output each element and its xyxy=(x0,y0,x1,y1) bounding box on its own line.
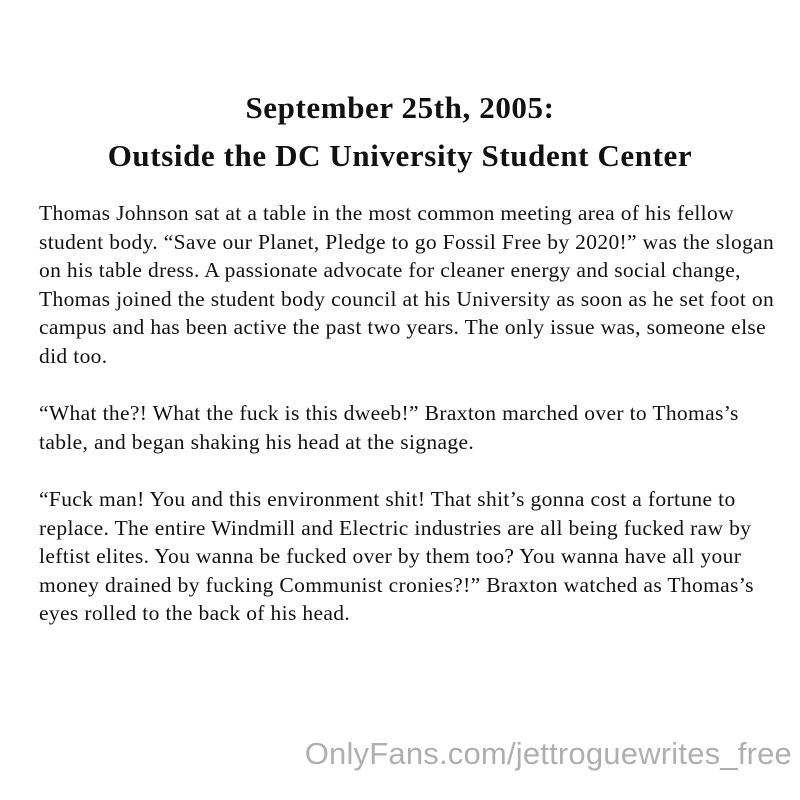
watermark-text: OnlyFans.com/jettroguewrites_free xyxy=(304,736,792,771)
page-title xyxy=(0,84,800,180)
story-paragraph-2: “What the?! What the fuck is this dweeb!” Braxton marched over to Thomas’s table, and began shaking his head at the signage. xyxy=(39,401,739,454)
title-location-line: Outside the DC University Student Center xyxy=(107,138,693,173)
story-body xyxy=(39,199,779,628)
title-date-line: September 25th, 2005: xyxy=(245,90,555,125)
story-paragraph-3: “Fuck man! You and this environment shit! That shit’s gonna cost a fortune to replace. The entire Windmill and Electric industries are all being fucked raw by leftist elites. You wanna be fucked over by them too? You wanna have all your money drained by fucking Communist cronies?!” Braxton watched as Thomas’s eyes rolled to the back of his head. xyxy=(39,486,754,626)
story-paragraph-1: Thomas Johnson sat at a table in the most common meeting area of his fellow student body. “Save our Planet, Pledge to go Fossil Free by 2020!” was the slogan on his table dress. A passionate advocate for cleaner energy and social change, Thomas joined the student body council at his University as soon as he set foot on campus and has been active the past two years. The only issue was, someone else did too. xyxy=(39,201,775,368)
